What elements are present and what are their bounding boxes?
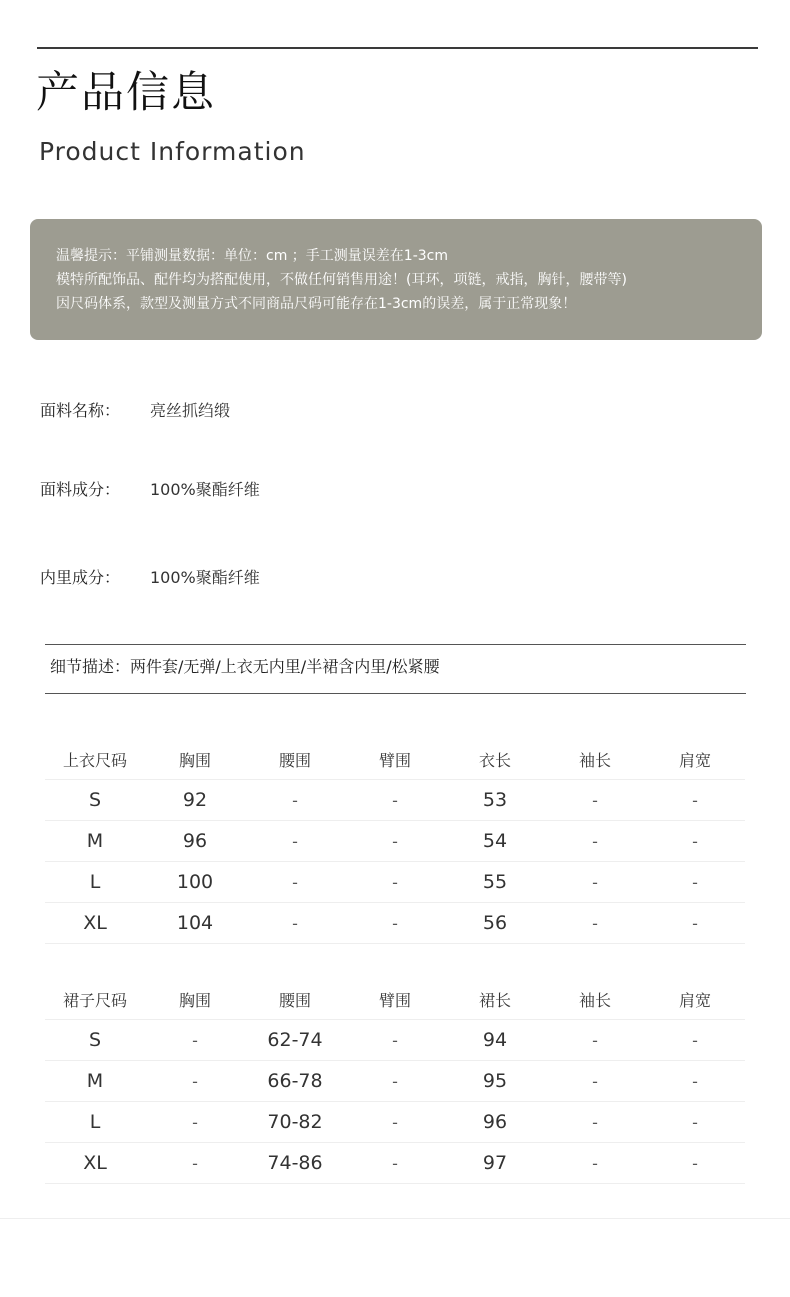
size-cell: S	[45, 1020, 145, 1061]
table-row	[45, 780, 745, 821]
header-cell: 上衣尺码	[45, 739, 145, 780]
measure-cell: 95	[445, 1061, 545, 1102]
detail-value: 两件套/无弹/上衣无内里/半裙含内里/松紧腰	[130, 657, 440, 676]
measure-cell: -	[145, 1061, 245, 1102]
size-cell: XL	[45, 903, 145, 944]
measure-cell: -	[345, 821, 445, 862]
header-cell: 袖长	[545, 979, 645, 1020]
header-cell: 胸围	[145, 739, 245, 780]
table-row	[45, 1143, 745, 1184]
measure-cell: -	[645, 1020, 745, 1061]
measure-cell: 55	[445, 862, 545, 903]
measure-cell: -	[645, 1102, 745, 1143]
measure-cell: 100	[145, 862, 245, 903]
measure-cell: 96	[445, 1102, 545, 1143]
table-row	[45, 903, 745, 944]
size-cell: S	[45, 780, 145, 821]
table-header-row	[45, 739, 745, 780]
page-title: 产品信息	[36, 68, 216, 118]
measure-cell: -	[545, 862, 645, 903]
header-cell: 臂围	[345, 979, 445, 1020]
measure-cell: -	[545, 903, 645, 944]
header-cell: 裙子尺码	[45, 979, 145, 1020]
notice-line: 模特所配饰品、配件均为搭配使用，不做任何销售用途！(耳环，项链，戒指，胸针，腰带等)	[56, 272, 627, 288]
header-cell: 腰围	[245, 739, 345, 780]
field-label: 面料名称：	[40, 401, 121, 420]
size-cell: M	[45, 1061, 145, 1102]
measure-cell: -	[545, 1020, 645, 1061]
header-cell: 裙长	[445, 979, 545, 1020]
field-label: 内里成分：	[40, 568, 121, 587]
measure-cell: -	[645, 903, 745, 944]
measure-cell: -	[545, 1102, 645, 1143]
measure-cell: -	[645, 1061, 745, 1102]
lining-composition-row	[40, 570, 260, 586]
measure-cell: -	[545, 780, 645, 821]
detail-label: 细节描述：	[50, 657, 131, 676]
measure-cell: 62-74	[245, 1020, 345, 1061]
notice-box	[30, 219, 762, 340]
measure-cell: -	[545, 1061, 645, 1102]
field-label: 面料成分：	[40, 480, 121, 499]
field-value: 100%聚酯纤维	[150, 480, 260, 499]
measure-cell: 96	[145, 821, 245, 862]
header-cell: 衣长	[445, 739, 545, 780]
measure-cell: -	[345, 903, 445, 944]
table-row	[45, 1020, 745, 1061]
measure-cell: -	[345, 1143, 445, 1184]
size-cell: L	[45, 1102, 145, 1143]
measure-cell: 74-86	[245, 1143, 345, 1184]
measure-cell: -	[145, 1102, 245, 1143]
measure-cell: 54	[445, 821, 545, 862]
measure-cell: -	[345, 862, 445, 903]
measure-cell: -	[545, 821, 645, 862]
table-row	[45, 821, 745, 862]
measure-cell: -	[245, 903, 345, 944]
measure-cell: -	[345, 1020, 445, 1061]
top-size-table	[45, 739, 745, 944]
measure-cell: -	[645, 1143, 745, 1184]
size-cell: L	[45, 862, 145, 903]
measure-cell: -	[645, 780, 745, 821]
header-cell: 肩宽	[645, 979, 745, 1020]
table-row	[45, 1102, 745, 1143]
measure-cell: 97	[445, 1143, 545, 1184]
size-cell: XL	[45, 1143, 145, 1184]
measure-cell: -	[545, 1143, 645, 1184]
field-value: 100%聚酯纤维	[150, 568, 260, 587]
table-header-row	[45, 979, 745, 1020]
measure-cell: -	[245, 780, 345, 821]
field-value: 亮丝抓绉缎	[150, 401, 231, 420]
measure-cell: -	[345, 1102, 445, 1143]
table-row	[45, 1061, 745, 1102]
header-cell: 腰围	[245, 979, 345, 1020]
header-cell: 肩宽	[645, 739, 745, 780]
notice-line: 温馨提示：平铺测量数据：单位：cm ；手工测量误差在1-3cm	[56, 248, 448, 264]
bottom-divider	[0, 1218, 790, 1219]
skirt-size-table	[45, 979, 745, 1184]
header-cell: 袖长	[545, 739, 645, 780]
page-subtitle: Product Information	[39, 137, 306, 166]
measure-cell: -	[145, 1020, 245, 1061]
table-row	[45, 862, 745, 903]
detail-divider-bottom	[45, 693, 746, 694]
header-cell: 臂围	[345, 739, 445, 780]
measure-cell: 66-78	[245, 1061, 345, 1102]
detail-divider-top	[45, 644, 746, 645]
measure-cell: -	[245, 821, 345, 862]
header-cell: 胸围	[145, 979, 245, 1020]
fabric-name-row	[40, 403, 230, 419]
fabric-composition-row	[40, 482, 260, 498]
measure-cell: 70-82	[245, 1102, 345, 1143]
measure-cell: 56	[445, 903, 545, 944]
measure-cell: -	[245, 862, 345, 903]
measure-cell: 94	[445, 1020, 545, 1061]
size-cell: M	[45, 821, 145, 862]
measure-cell: 53	[445, 780, 545, 821]
measure-cell: -	[645, 821, 745, 862]
measure-cell: -	[345, 1061, 445, 1102]
measure-cell: -	[145, 1143, 245, 1184]
measure-cell: -	[345, 780, 445, 821]
top-divider	[37, 47, 758, 49]
notice-line: 因尺码体系，款型及测量方式不同商品尺码可能存在1-3cm的误差，属于正常现象！	[56, 296, 577, 312]
measure-cell: 104	[145, 903, 245, 944]
measure-cell: 92	[145, 780, 245, 821]
detail-description-row	[50, 659, 440, 675]
measure-cell: -	[645, 862, 745, 903]
